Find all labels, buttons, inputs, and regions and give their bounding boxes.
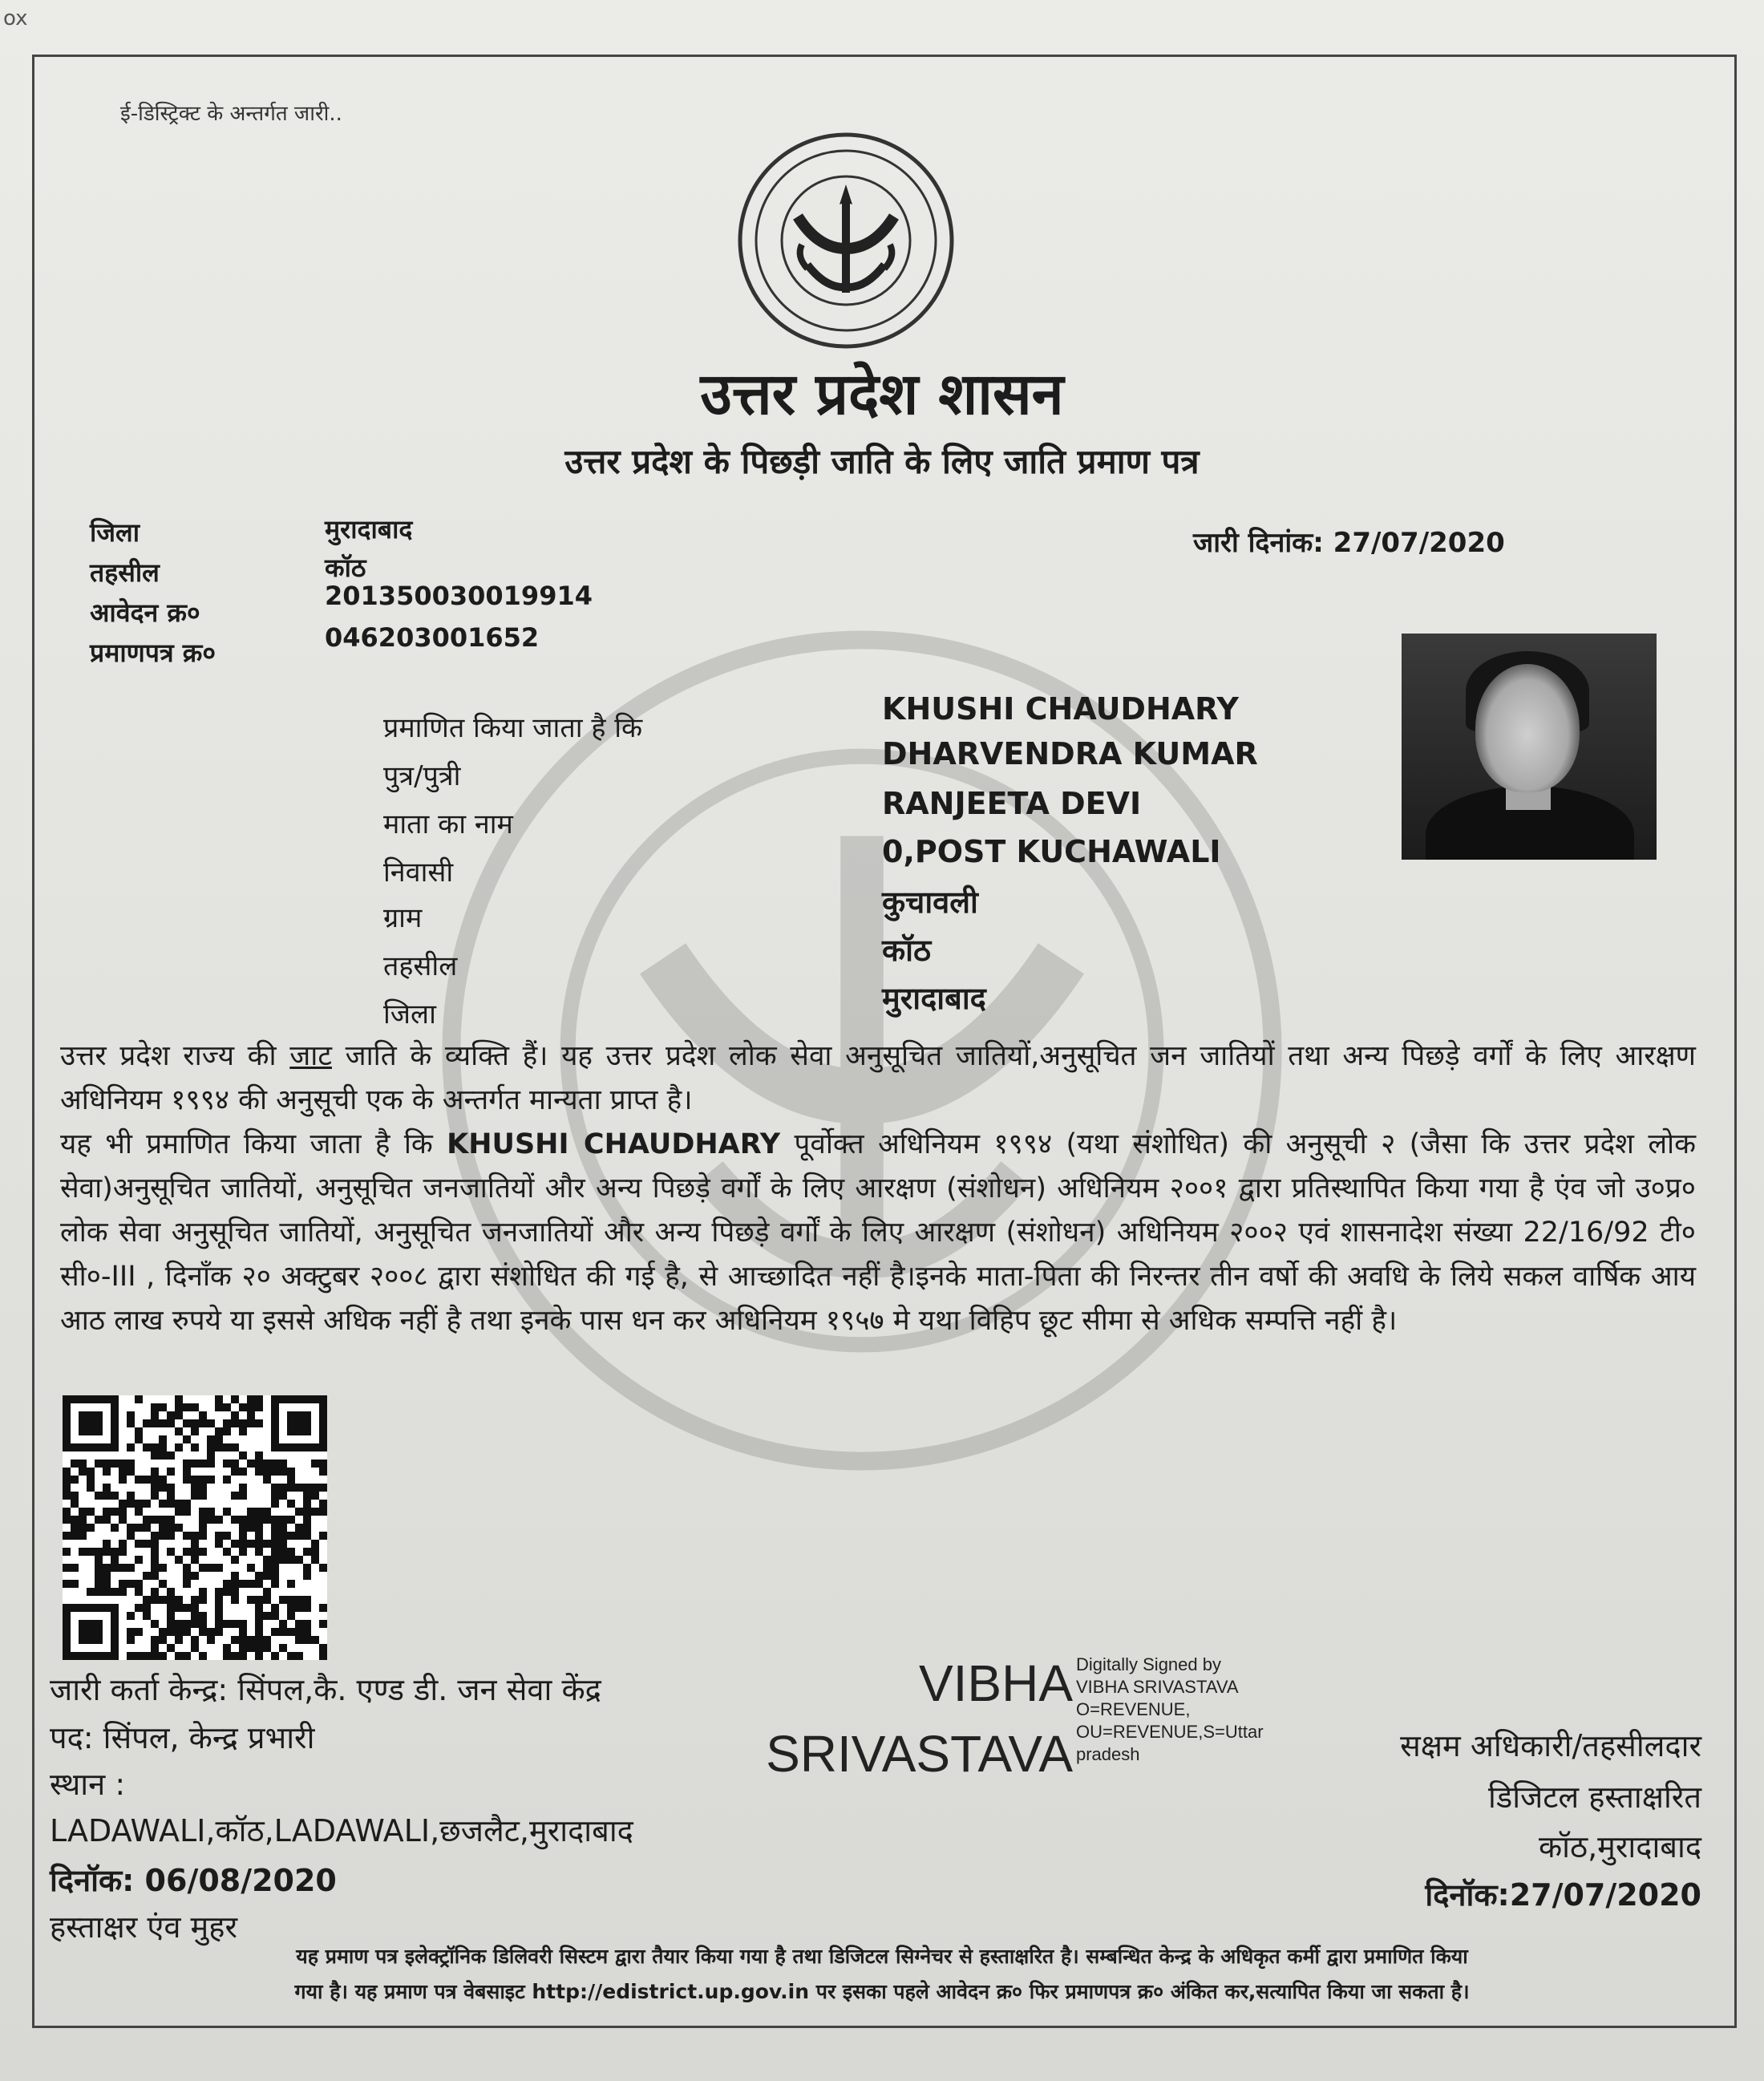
caste-name: जाट [289, 1040, 332, 1072]
body-text-4: पूर्वोक्त अधिनियम १९९४ (यथा संशोधित) की अनुसूची २ (जैसा कि उत्तर प्रदेश लोक सेवा)अनुसूचित जातियों, अनुसूचित जनजातियों और अन्य पिछड़े वर्गों के लिए आरक्षण (संशोधन) अधिनियम २००१ द्वारा प्रतिस्थापित किया गया है एंव जो उ०प्र० लोक सेवा अनुसूचित जातियों, अनुसूचित जनजातियों और अन्य पिछड़े वर्गों के लिए आरक्षण (संशोधन) अधिनियम २००२ एवं शासनादेश संख्या 22/16/92 टी० सी०-III , दिनाँक २० अक्टुबर २००८ द्वारा संशोधित की गई है, से आच्छादित नहीं है।इनके माता-पिता की निरन्तर तीन वर्षो की अवधि के लिये सकल वार्षिक आय आठ लाख रुपये या इससे अधिक नहीं है तथा इनके पास धन कर अधिनियम १९५७ मे यथा विहिप छूट सीमा से अधिक सम्पत्ति नहीं है। [60, 1128, 1696, 1337]
signature-detail: OU=REVENUE,S=Uttar [1076, 1722, 1264, 1742]
issuer-post: पद: सिंपल, केन्द्र प्रभारी [50, 1720, 315, 1755]
son-daughter-of-label: पुत्र/पुत्री [383, 760, 461, 792]
applicant-name: KHUSHI CHAUDHARY [882, 691, 1239, 727]
authority-title: सक्षम अधिकारी/तहसीलदार [1400, 1728, 1701, 1763]
up-government-emblem-icon [734, 128, 958, 353]
issuer-place: LADAWALI,कॉठ,LADAWALI,छजलैट,मुरादाबाद [50, 1813, 633, 1848]
tehsil-field-value: कॉठ [882, 933, 932, 968]
body-text-3: यह भी प्रमाणित किया जाता है कि [60, 1128, 447, 1160]
resident-value: 0,POST KUCHAWALI [882, 834, 1221, 869]
body-applicant-name: KHUSHI CHAUDHARY [447, 1128, 781, 1160]
village-label: ग्राम [383, 902, 423, 934]
tehsil-value: कॉठ [325, 553, 366, 583]
authority-place: कॉठ,मुरादाबाद [1538, 1829, 1701, 1864]
body-text-1: उत्तर प्रदेश राज्य की [60, 1040, 290, 1072]
resident-label: निवासी [383, 856, 454, 889]
signer-name-line2: SRIVASTAVA [766, 1725, 1073, 1783]
signature-detail: Digitally Signed by [1076, 1654, 1221, 1674]
authority-date: दिनॉक:27/07/2020 [1425, 1877, 1701, 1913]
application-no-label: आवेदन क्र० [90, 597, 200, 628]
father-name: DHARVENDRA KUMAR [882, 736, 1258, 771]
corner-text: ox [3, 6, 28, 30]
signature-detail: VIBHA SRIVASTAVA [1076, 1677, 1239, 1697]
certificate-no-label: प्रमाणपत्र क्र० [90, 638, 216, 668]
signature-detail: O=REVENUE, [1076, 1699, 1191, 1719]
issuing-center: जारी कर्ता केन्द्र: सिंपल,कै. एण्ड डी. जन सेवा केंद्र [50, 1672, 601, 1707]
applicant-photo [1402, 634, 1657, 860]
district-field-value: मुरादाबाद [882, 981, 986, 1016]
footer-line-2: गया है। यह प्रमाण पत्र वेबसाइट http://edistrict.up.gov.in पर इसका पहले आवेदन क्र० फिर प्रमाणपत्र क्र० अंकित कर,सत्यापित किया जा सकता है। [294, 1980, 1470, 2003]
verification-footer [60, 1939, 1704, 2010]
issue-date: जारी दिनांक: 27/07/2020 [1193, 527, 1505, 559]
tehsil-label: तहसील [90, 557, 160, 588]
government-title: उत्तर प्रदेश शासन [700, 359, 1064, 427]
certificate-title: उत्तर प्रदेश के पिछड़ी जाति के लिए जाति प्रमाण पत्र [564, 442, 1200, 481]
sign-and-seal: हस्ताक्षर एंव मुहर [50, 1909, 237, 1945]
district-label: जिला [90, 517, 140, 548]
district-field-label: जिला [383, 998, 436, 1030]
digital-signature [766, 1650, 1283, 1795]
certified-label: प्रमाणित किया जाता है कि [383, 712, 643, 744]
village-value: कुचावली [882, 885, 978, 920]
qr-code-icon [63, 1395, 327, 1660]
district-value: मुरादाबाद [325, 514, 413, 545]
mother-name: RANJEETA DEVI [882, 786, 1142, 821]
issued-under-note: ई-डिस्ट्रिक्ट के अन्तर्गत जारी.. [120, 102, 342, 126]
mother-name-label: माता का नाम [383, 808, 513, 840]
signature-detail: pradesh [1076, 1744, 1140, 1764]
footer-line-1: यह प्रमाण पत्र इलेक्ट्रॉनिक डिलिवरी सिस्टम द्वारा तैयार किया गया है तथा डिजिटल सिग्नेचर से हस्ताक्षरित है। सम्बन्धित केन्द्र के अधिकृत कर्मी द्वारा प्रमाणित किया [296, 1945, 1468, 1968]
authority-signed: डिजिटल हस्ताक्षरित [1488, 1779, 1701, 1815]
issuer-date: दिनॉक: 06/08/2020 [50, 1863, 337, 1898]
body-text-2: जाति के व्यक्ति हैं। यह उत्तर प्रदेश लोक सेवा अनुसूचित जातियों,अनुसूचित जन जातियों तथा अन्य पिछड़े वर्गों के लिए आरक्षण अधिनियम १९९४ की अनुसूची एक के अन्तर्गत मान्यता प्राप्त है। [60, 1040, 1696, 1116]
tehsil-field-label: तहसील [383, 950, 458, 982]
signer-name-line1: VIBHA [918, 1654, 1073, 1712]
place-label: स्थान : [50, 1767, 126, 1802]
certificate-body [60, 1034, 1696, 1343]
certificate-no: 046203001652 [325, 622, 540, 653]
application-no: 201350030019914 [325, 581, 593, 611]
